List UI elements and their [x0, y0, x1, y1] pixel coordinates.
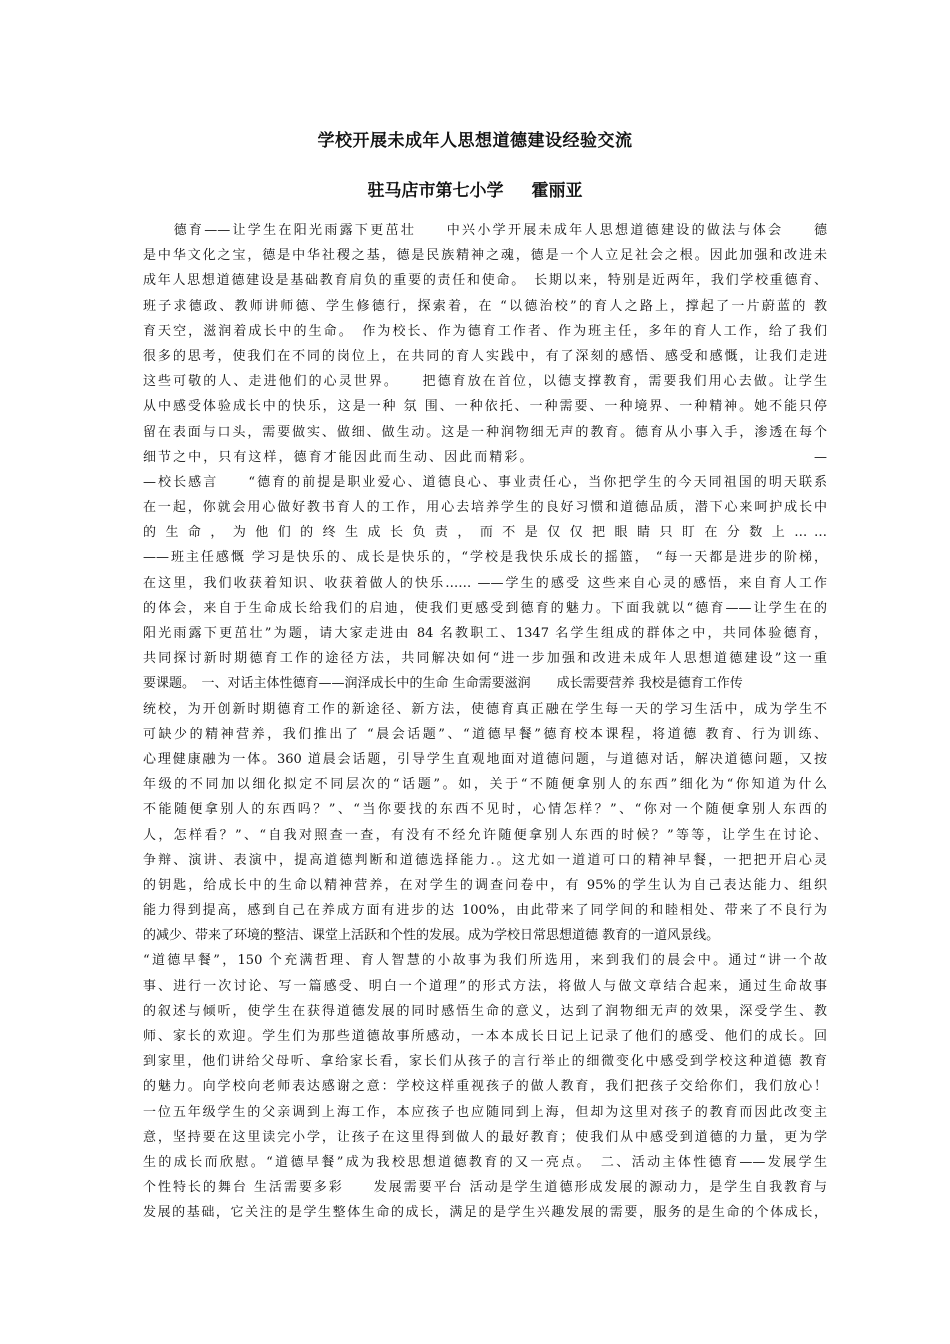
- body-text-line: 德育——让学生在阳光雨露下更茁壮 中兴小学开展未成年人思想道德建设的做法与体会 德: [143, 223, 827, 238]
- body-text-line: 是中华文化之宝，德是中华社稷之基，德是民族精神之魂，德是一个人立足社会之根。因此加强和改进未: [143, 248, 827, 264]
- body-text-line: 在一起，你就会用心做好教书育人的工作，用心去培养学生的良好习惯和道德品质，潜下心来呵护成长中: [143, 500, 827, 516]
- body-text-line: 统校，为开创新时期德育工作的新途径、新方法，使德育真正融在学生每一天的学习生活中，成为学生不: [143, 701, 827, 717]
- body-text-line: 班子求德政、教师讲师德、学生修德行，探索着，在 “以德治校”的育人之路上，撑起了一片蔚蓝的 教: [143, 298, 827, 314]
- body-text-line: —校长感言 “德育的前提是职业爱心、道德良心、事业责任心，当你把学生的今天同祖国的明天联系: [143, 474, 827, 490]
- body-text-line: ——班主任感慨 学习是快乐的、成长是快乐的，“学校是我快乐成长的摇篮， “每一天都是进步的阶梯，: [143, 550, 827, 566]
- body-text-line: 共同探讨新时期德育工作的途径方法，共同解决如何“进一步加强和改进未成年人思想道德建设”这一重: [143, 651, 827, 667]
- body-text-line: 留在表面与口头，需要做实、做细、做生动。这是一种润物细无声的教育。德育从小事入手，渗透在每个: [143, 424, 827, 440]
- body-text-line: 育天空，滋润着成长中的生命。 作为校长、作为德育工作者、作为班主任，多年的育人工作，给了我们: [143, 323, 827, 339]
- body-text-line: 年级的不同加以细化拟定不同层次的“话题”。如，关于“不随便拿别人的东西”细化为“你知道为什么: [143, 777, 827, 793]
- body-text-line: 的 生 命 ， 为 他 们 的 终 生 成 长 负 责 ， 而 不 是 仅 仅 把 眼 睛 只 盯 在 分 数 上 … …: [143, 525, 827, 541]
- body-text-line: 师、家长的欢迎。学生们为那些道德故事所感动，一本本成长日记上记录了他们的感受、他们的成长。回: [143, 1029, 827, 1044]
- body-text-line: 很多的思考，使我们在不同的岗位上，在共同的育人实践中，有了深刻的感悟、感受和感慨，让我们走进: [143, 348, 827, 364]
- body-text-line: 意，坚持要在这里读完小学，让孩子在这里得到做人的最好教育；使我们从中感受到道德的力量，更为学: [143, 1129, 827, 1145]
- body-text-line: 的叙述与倾听，使学生在获得道德发展的同时感悟生命的意义，达到了润物细无声的效果，深受学生、教: [143, 1003, 827, 1019]
- body-text-line: 能力得到提高，感到自己在养成方面有进步的达 100%，由此带来了同学间的和睦相处、带来了不良行为: [143, 903, 827, 919]
- body-text-line: 这些可敬的人、走进他们的心灵世界。 把德育放在首位，以德支撑教育，需要我们用心去做。让学生: [143, 374, 827, 390]
- body-text-line: 可缺少的精神营养，我们推出了 “晨会话题”、“道德早餐”德育校本课程，将道德 教育、行为训练、: [143, 726, 827, 742]
- body-text-line: 阳光雨露下更茁壮”为题，请大家走进由 84 名教职工、1347 名学生组成的群体之中，共同体验德育，: [143, 626, 827, 641]
- body-text-line: 的减少、带来了环境的整洁、课堂上活跃和个性的发展。成为学校日常思想道德 教育的一道风景线。: [143, 928, 720, 944]
- body-text-line: 一位五年级学生的父亲调到上海工作，本应孩子也应随同到上海，但却为这里对孩子的教育而因此改变主: [143, 1104, 827, 1120]
- body-text-line: 到家里，他们讲给父母听、拿给家长看，家长们从孩子的言行举止的细微变化中感受到学校这种道德 教育: [143, 1054, 827, 1070]
- body-text-line: 不能随便拿别人的东西吗？”、“当你要找的东西不见时，心情怎样？”、“你对一个随便拿别人东西的: [143, 802, 827, 818]
- body-text-line: 个性特长的舞台 生活需要多彩 发展需要平台 活动是学生道德形成发展的源动力，是学生自我教育与: [143, 1180, 827, 1196]
- body-text-line: “道德早餐”，150 个充满哲理、育人智慧的小故事为我们所选用，来到我们的晨会中。通过“讲一个故: [143, 953, 827, 969]
- body-text-line: 发展的基础，它关注的是学生整体生命的成长，满足的是学生兴趣发展的需要，服务的是生命的个体成长，: [143, 1205, 827, 1221]
- body-text-line: 要课题。 一、对话主体性德育——润泽成长中的生命 生命需要滋润 成长需要营养 我校是德育工作传: [143, 676, 743, 692]
- body-text-line: 细节之中，只有这样，德育才能因此而生动、因此而精彩。 —: [143, 449, 827, 465]
- author-name: 霍丽亚: [531, 181, 583, 201]
- body-text-line: 在这里，我们收获着知识、收获着做人的快乐…… ——学生的感受 这些来自心灵的感悟，来自育人工作: [143, 575, 827, 591]
- body-text-line: 生的成长而欣慰。“道德早餐”成为我校思想道德教育的又一亮点。 二、活动主体性德育——发展学生: [143, 1154, 827, 1170]
- body-text-line: 从中感受体验成长中的快乐，这是一种 氛 围、一种依托、一种需要、一种境界、一种精神。她不能只停: [143, 399, 827, 415]
- body-text-line: 的钥匙，给成长中的生命以精神营养，在对学生的调查问卷中，有 95%的学生认为自己表达能力、组织: [143, 877, 827, 893]
- document-title: 学校开展未成年人思想道德建设经验交流: [317, 131, 633, 151]
- body-text-line: 事、进行一次讨论、写一篇感受、明白一个道理”的形式方法，将做人与做文章结合起来，通过生命故事: [143, 978, 827, 994]
- body-text-line: 人，怎样看？”、“自我对照查一查，有没有不经允许随便拿别人东西的时候？”等等，让学生在讨论、: [143, 827, 827, 843]
- body-text-line: 争辩、演讲、表演中，提高道德判断和道德选择能力.。这尤如一道道可口的精神早餐，一把把开启心灵: [143, 852, 827, 868]
- author-line: [0, 176, 950, 201]
- body-text-line: 成年人思想道德建设是基础教育肩负的重要的责任和使命。 长期以来，特别是近两年，我们学校重德育、: [143, 273, 827, 289]
- document-body: [143, 218, 827, 1226]
- body-text-line: 的体会，来自于生命成长给我们的启迪，使我们更感受到德育的魅力。下面我就以“德育——让学生在的: [143, 600, 827, 616]
- school-name: 驻马店市第七小学: [367, 181, 504, 201]
- body-text-line: 心理健康融为一体。360 道晨会话题，引导学生直观地面对道德问题，与道德对话，解决道德问题，又按: [143, 751, 827, 767]
- body-text-line: 的魅力。向学校向老师表达感谢之意：学校这样重视孩子的做人教育，我们把孩子交给你们，我们放心！: [143, 1079, 827, 1095]
